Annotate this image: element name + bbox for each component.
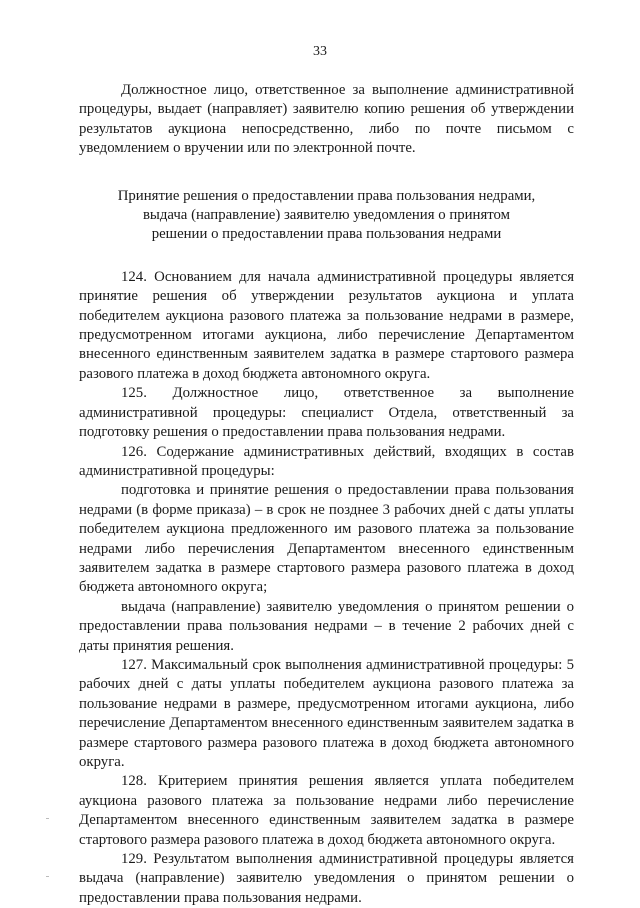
paragraph-intro: Должностное лицо, ответственное за выполнение административной процедуры, выдает (направляет) заявителю копию решения об утверждении результатов аукциона непосредственно, либо по почте письмом с уведомлением о вручении или по электронной почте. — [79, 82, 574, 157]
paragraph-124: 124. Основанием для начала административной процедуры является принятие решения об утверждении результатов аукциона и уплата победителем аукциона разового платежа за пользование недрами в размере, предусмотренном итогами аукциона, либо перечисление Департаментом внесенного единственным заявителем задатка в размере стартового размера разового платежа в доход бюджета автономного округа. — [79, 268, 574, 382]
paragraph-128: 128. Критерием принятия решения является уплата победителем аукциона разового платежа за пользование недрами либо перечисление Департаментом внесенного единственным заявителем задатка в размере стартового размера разового платежа в доход бюджета автономного округа. — [79, 773, 574, 848]
paragraph-129: 129. Результатом выполнения административной процедуры является выдача (направление) заявителю уведомления о принятом решении о предоставлении права пользования недрами. — [79, 851, 574, 906]
section-heading — [79, 187, 574, 245]
section-heading-line: выдача (направление) заявителю уведомления о принятом — [142, 207, 511, 224]
page-number: 33 — [313, 44, 327, 59]
paragraph-127: 127. Максимальный срок выполнения административной процедуры: 5 рабочих дней с даты уплаты победителем аукциона разового платежа за пользование недрами в размере, предусмотренном итогами аукциона, либо перечисление Департаментом внесенного единственным заявителем задатка в размере стартового размера разового платежа в доход бюджета автономного округа. — [79, 656, 574, 770]
scan-speck — [46, 818, 49, 819]
scan-speck — [46, 876, 49, 877]
section-heading-line: решении о предоставлении права пользования недрами — [151, 226, 502, 243]
section-heading-line: Принятие решения о предоставлении права пользования недрами, — [117, 187, 536, 204]
paragraph-125: 125. Должностное лицо, ответственное за выполнение административной процедуры: специалист Отдела, ответственный за подготовку решения о предоставлении права пользования недрами. — [79, 385, 574, 441]
paragraph-126: 126. Содержание административных действий, входящих в состав административной процедуры: — [79, 443, 574, 479]
document-body — [79, 81, 574, 908]
paragraph-126-item-2: выдача (направление) заявителю уведомления о принятом решении о предоставлении права пользования недрами – в течение 2 рабочих дней с даты принятия решения. — [79, 598, 574, 654]
paragraph-126-item-1: подготовка и принятие решения о предоставлении права пользования недрами (в форме приказа) – в срок не позднее 3 рабочих дней с даты уплаты победителем аукциона предложенного им разового платежа за пользование недрами либо перечисления Департаментом внесенного единственным заявителем задатка в размере стартового размера разового платежа в доход бюджета автономного округа; — [79, 482, 574, 596]
